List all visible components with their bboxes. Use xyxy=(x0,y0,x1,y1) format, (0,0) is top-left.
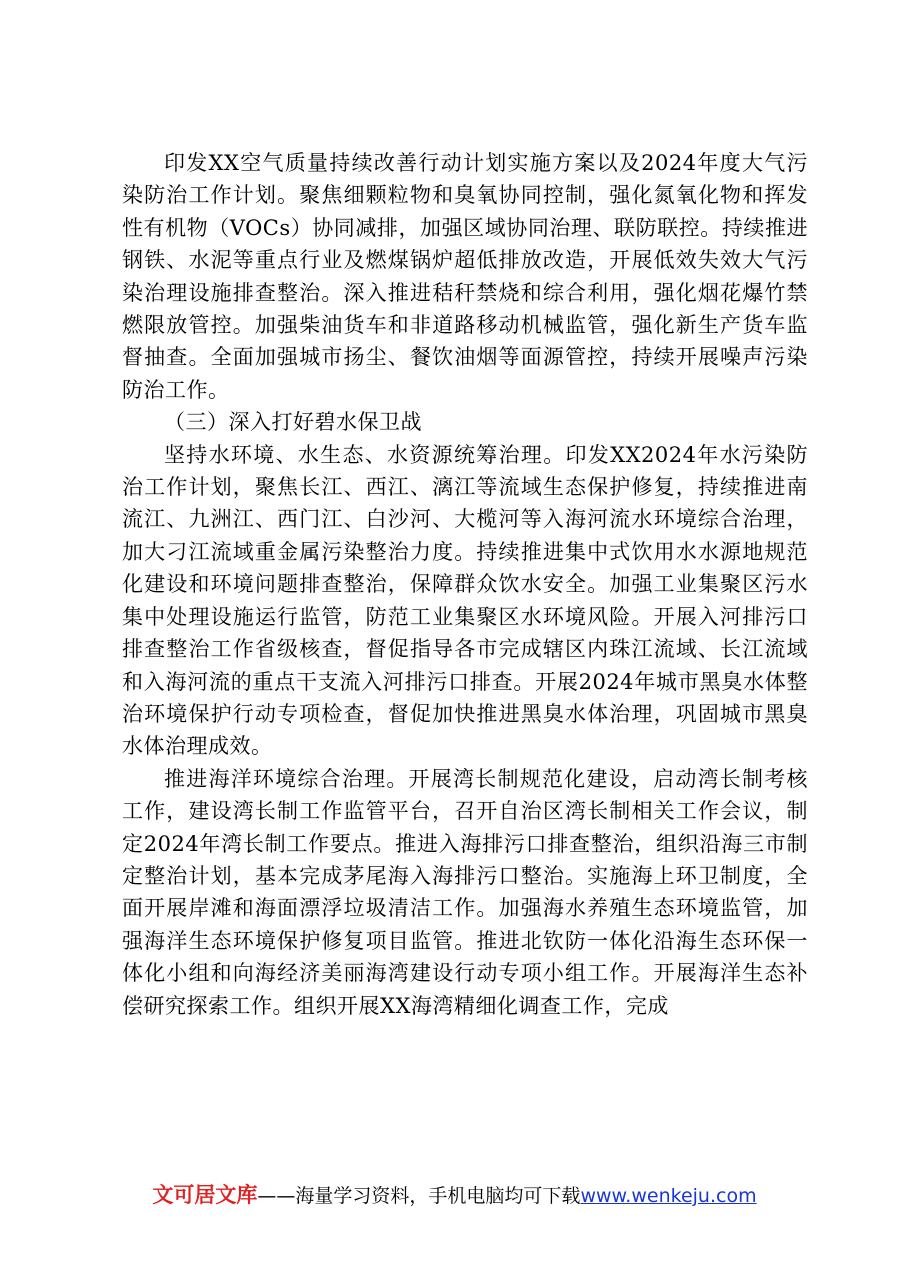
footer-url-link[interactable]: www.wenkeju.com xyxy=(580,1185,757,1207)
footer-brand: 文可居文库 xyxy=(152,1183,258,1207)
document-body xyxy=(122,147,808,1022)
footer-watermark xyxy=(0,1182,909,1209)
paragraph-air-pollution: 印发XX空气质量持续改善行动计划实施方案以及2024年度大气污染防治工作计划。聚焦细颗粒物和臭氧协同控制，强化氮氧化物和挥发性有机物（VOCs）协同减排，加强区域协同治理、联防联控。持续推进钢铁、水泥等重点行业及燃煤锅炉超低排放改造，开展低效失效大气污染治理设施排查整治。深入推进秸秆禁烧和综合利用，强化烟花爆竹禁燃限放管控。加强柴油货车和非道路移动机械监管，强化新生产货车监督抽查。全面加强城市扬尘、餐饮油烟等面源管控，持续开展噪声污染防治工作。 xyxy=(122,151,808,402)
paragraph-water-governance: 坚持水环境、水生态、水资源统筹治理。印发XX2024年水污染防治工作计划，聚焦长江、西江、漓江等流域生态保护修复，持续推进南流江、九洲江、西门江、白沙河、大榄河等入海河流水环境综合治理，加大刁江流域重金属污染整治力度。持续推进集中式饮用水水源地规范化建设和环境问题排查整治，保障群众饮水安全。加强工业集聚区污水集中处理设施运行监管，防范工业集聚区水环境风险。开展入河排污口排查整治工作省级核查，督促指导各市完成辖区内珠江流域、长江流域和入海河流的重点干支流入河排污口排查。开展2024年城市黑臭水体整治环境保护行动专项检查，督促加快推进黑臭水体治理，巩固城市黑臭水体治理成效。 xyxy=(122,442,808,759)
paragraph-marine-governance: 推进海洋环境综合治理。开展湾长制规范化建设，启动湾长制考核工作，建设湾长制工作监管平台，召开自治区湾长制相关工作会议，制定2024年湾长制工作要点。推进入海排污口排查整治，组织沿海三市制定整治计划，基本完成茅尾海入海排污口整治。实施海上环卫制度，全面开展岸滩和海面漂浮垃圾清洁工作。加强海水养殖生态环境监管，加强海洋生态环境保护修复项目监管。推进北钦防一体化沿海生态环保一体化小组和向海经济美丽海湾建设行动专项小组工作。开展海洋生态补偿研究探索工作。组织开展XX海湾精细化调查工作，完成 xyxy=(122,766,808,1018)
footer-tagline: ——海量学习资料，手机电脑均可下载 xyxy=(257,1185,581,1207)
section-heading-clean-water: （三）深入打好碧水保卫战 xyxy=(164,410,422,435)
